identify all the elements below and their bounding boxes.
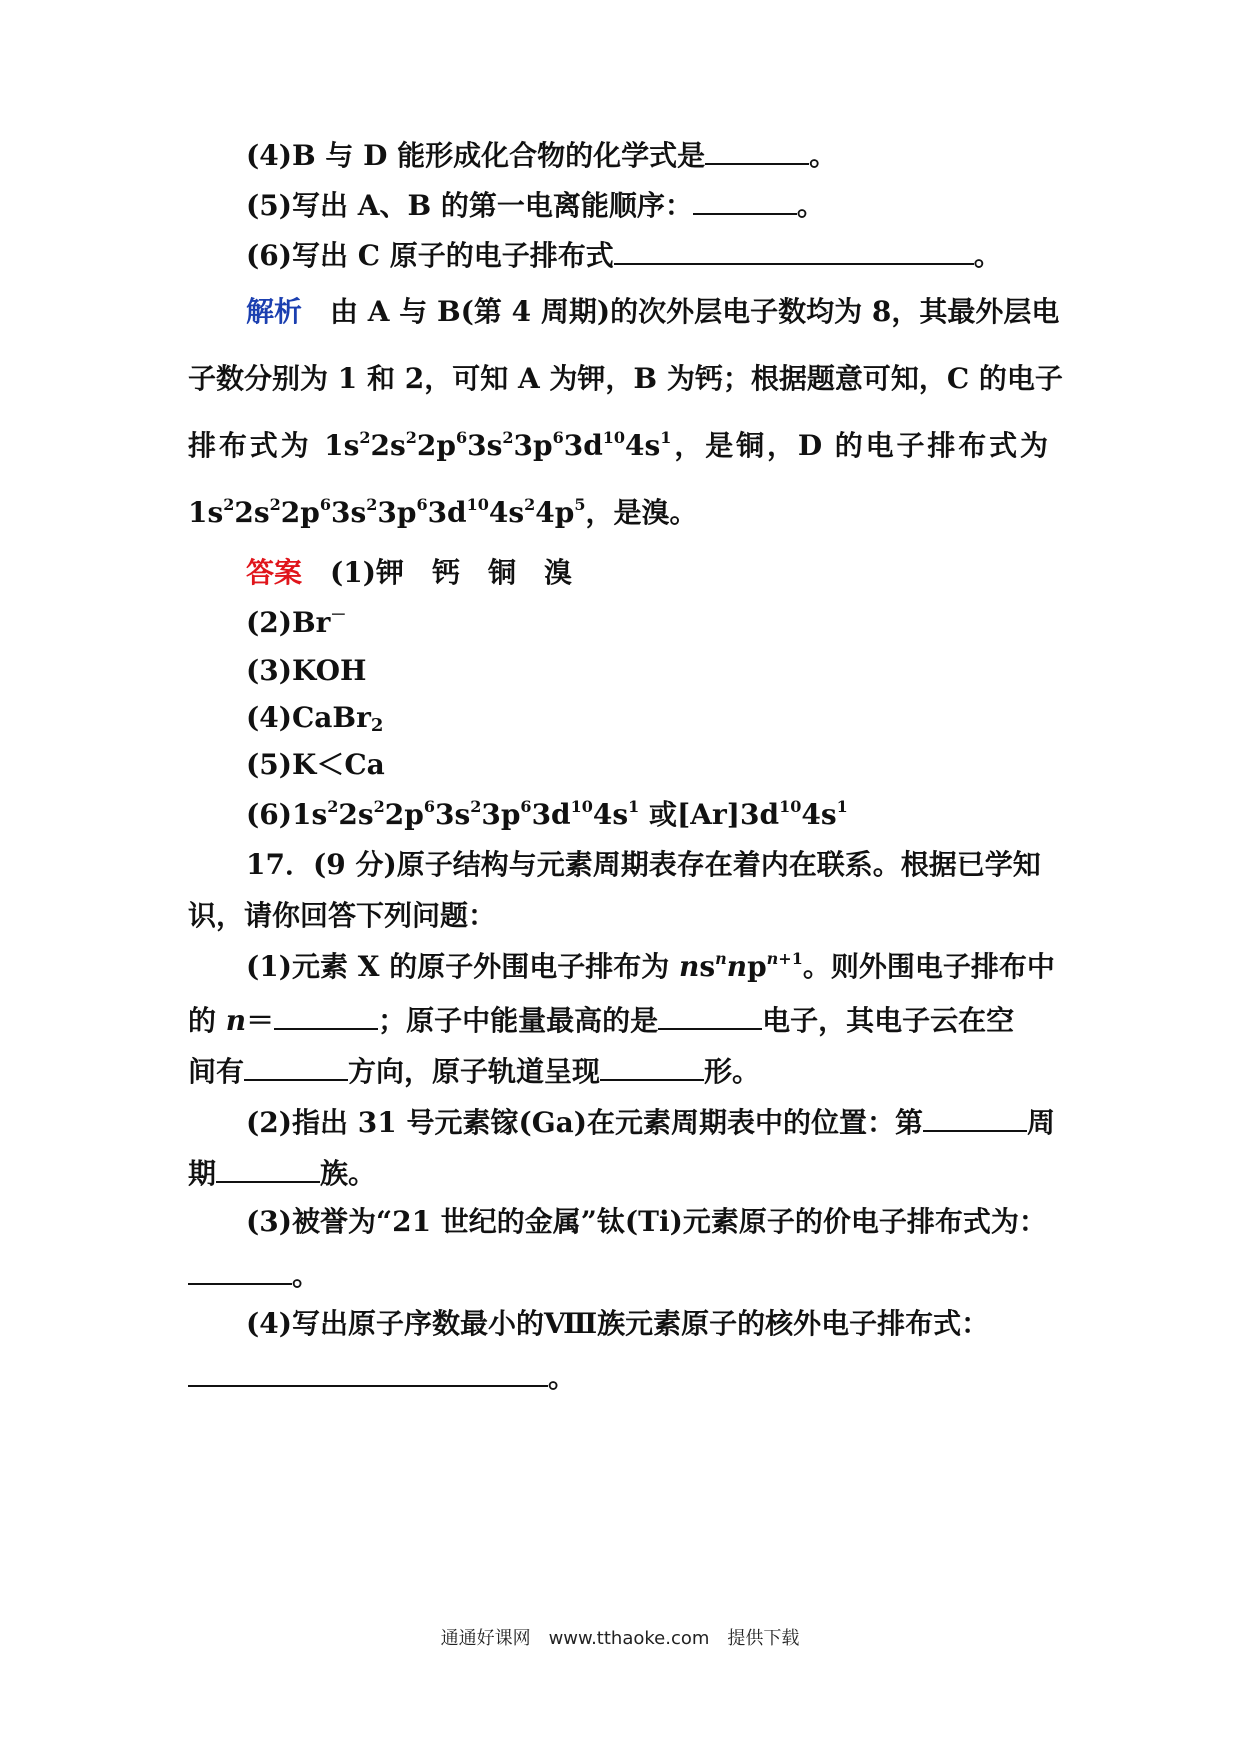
answer-line-4 [246, 698, 1106, 738]
answer-line-6 [246, 795, 1106, 835]
answer-blank[interactable] [693, 183, 797, 215]
answer-line-5 [246, 745, 1106, 785]
copper-electron-config: $1s^22s^22p^63s^23p^63d^{10}4s^1$ [324, 428, 672, 462]
q17-text: 。 [548, 1361, 577, 1394]
q16-part5-text: (5)写出 A、B 的第一电离能顺序： [246, 189, 693, 222]
q17-text: 的 [188, 1004, 217, 1037]
analysis-line-2 [188, 359, 1063, 399]
q17-text: 族。 [320, 1157, 377, 1190]
q17-text: ＝ [246, 1004, 275, 1037]
q17-text: 。 [292, 1259, 321, 1292]
q16-part6-end: 。 [973, 239, 1002, 272]
answer-6-sup: 10 [779, 797, 802, 816]
answer-5: (5)K＜Ca [246, 748, 385, 781]
q16-part5-end: 。 [796, 189, 825, 222]
answer-blank[interactable] [705, 133, 809, 165]
answer-1: (1)钾 钙 铜 溴 [330, 556, 573, 589]
q17-intro-2 [188, 896, 1048, 936]
q17-variable-n: n [225, 1004, 247, 1037]
q16-part4 [246, 133, 1106, 176]
q17-part1-text: (1)元素 X 的原子外围电子排布为 [246, 950, 670, 983]
answer-line-3 [246, 651, 1106, 691]
q16-part4-text: (4)B 与 D 能形成化合物的化学式是 [246, 139, 706, 172]
answer-blank[interactable] [188, 1253, 292, 1285]
analysis-label: 解析 [246, 295, 303, 328]
q17-intro-1 [246, 845, 1048, 885]
q16-part6-text: (6)写出 C 原子的电子排布式 [246, 239, 614, 272]
answer-6-tail: 4s [801, 798, 837, 831]
analysis-line-1 [246, 292, 1060, 332]
answer-2: (2)Br [246, 606, 331, 639]
q17-text: 方向，原子轨道呈现 [348, 1055, 601, 1088]
q17-part2-line1 [246, 1100, 1056, 1143]
q17-text: 电子，其电子云在空 [762, 1004, 1015, 1037]
q17-text: 形。 [704, 1055, 761, 1088]
q17-part1-line1 [246, 947, 1106, 987]
answer-4: (4)CaBr [246, 701, 371, 734]
answer-blank[interactable] [274, 998, 378, 1030]
q17-part1-line3 [188, 1049, 1048, 1092]
answer-blank[interactable] [923, 1100, 1027, 1132]
answer-blank[interactable] [614, 233, 974, 265]
answer-blank[interactable] [216, 1151, 320, 1183]
analysis-text-2: 子数分别为 1 和 2，可知 A 为钾，B 为钙；根据题意可知，C 的电子 [188, 362, 1063, 395]
q17-part2-line2 [188, 1151, 1048, 1194]
analysis-line-4 [188, 493, 1048, 533]
answer-6-config: $1s^22s^22p^63s^23p^63d^{10}4s^1$ [291, 797, 640, 831]
q17-text: 周 [1027, 1106, 1056, 1139]
answer-6-sup: 1 [836, 797, 848, 816]
answer-blank[interactable] [600, 1049, 704, 1081]
q17-part1-text-post: 。则外围电子排布中 [802, 950, 1055, 983]
q17-part4-line1 [246, 1304, 1106, 1344]
bromine-electron-config: $1s^22s^22p^63s^23p^63d^{10}4s^24p^5$ [188, 495, 586, 529]
q16-part5 [246, 183, 1106, 226]
answer-4-subscript: 2 [370, 715, 384, 736]
answer-line-2 [246, 603, 1106, 643]
q17-intro-text-1: 17．(9 分)原子结构与元素周期表存在着内在联系。根据已学知 [246, 848, 1041, 881]
analysis-line-3 [188, 426, 1048, 466]
q17-part1-line2 [188, 998, 1048, 1041]
analysis-text-3-post: ，是铜，D 的电子排布式为 [671, 429, 1048, 462]
q17-text: 间有 [188, 1055, 245, 1088]
answer-blank[interactable] [658, 998, 762, 1030]
q17-part4-text: (4)写出原子序数最小的Ⅷ族元素原子的核外电子排布式： [246, 1307, 990, 1340]
q16-part4-end: 。 [809, 139, 838, 172]
answer-label: 答案 [246, 556, 303, 589]
q17-text: ；原子中能量最高的是 [378, 1004, 659, 1037]
q17-part4-line2 [188, 1355, 1048, 1398]
analysis-text-3-pre: 排布式为 [188, 429, 312, 462]
analysis-text-1: 由 A 与 B(第 4 周期)的次外层电子数均为 8，其最外层电 [330, 295, 1060, 328]
q17-part3-line1 [246, 1202, 1106, 1242]
footer-credit: 通通好课网 www.tthaoke.com 提供下载 [440, 1628, 800, 1649]
answer-blank[interactable] [244, 1049, 348, 1081]
answer-2-charge: － [330, 605, 347, 624]
q16-part6 [246, 233, 1106, 276]
answer-6-label: (6) [246, 798, 292, 831]
answer-6-alt: 或[Ar]3d [639, 798, 780, 831]
q17-part2-text: (2)指出 31 号元素镓(Ga)在元素周期表中的位置：第 [246, 1106, 923, 1139]
q17-part3-line2 [188, 1253, 1048, 1296]
q17-part3-text: (3)被誉为“21 世纪的金属”钛(Ti)元素原子的价电子排布式为： [246, 1205, 1047, 1238]
outer-electron-formula: $ns^nnp^{n+1}$ [678, 949, 803, 983]
q17-intro-text-2: 识，请你回答下列问题： [188, 899, 497, 932]
answer-3: (3)KOH [246, 654, 367, 687]
answer-blank[interactable] [188, 1355, 548, 1387]
q17-text: 期 [188, 1157, 217, 1190]
analysis-text-4: ，是溴。 [585, 496, 698, 529]
answer-line-1 [246, 553, 1106, 593]
